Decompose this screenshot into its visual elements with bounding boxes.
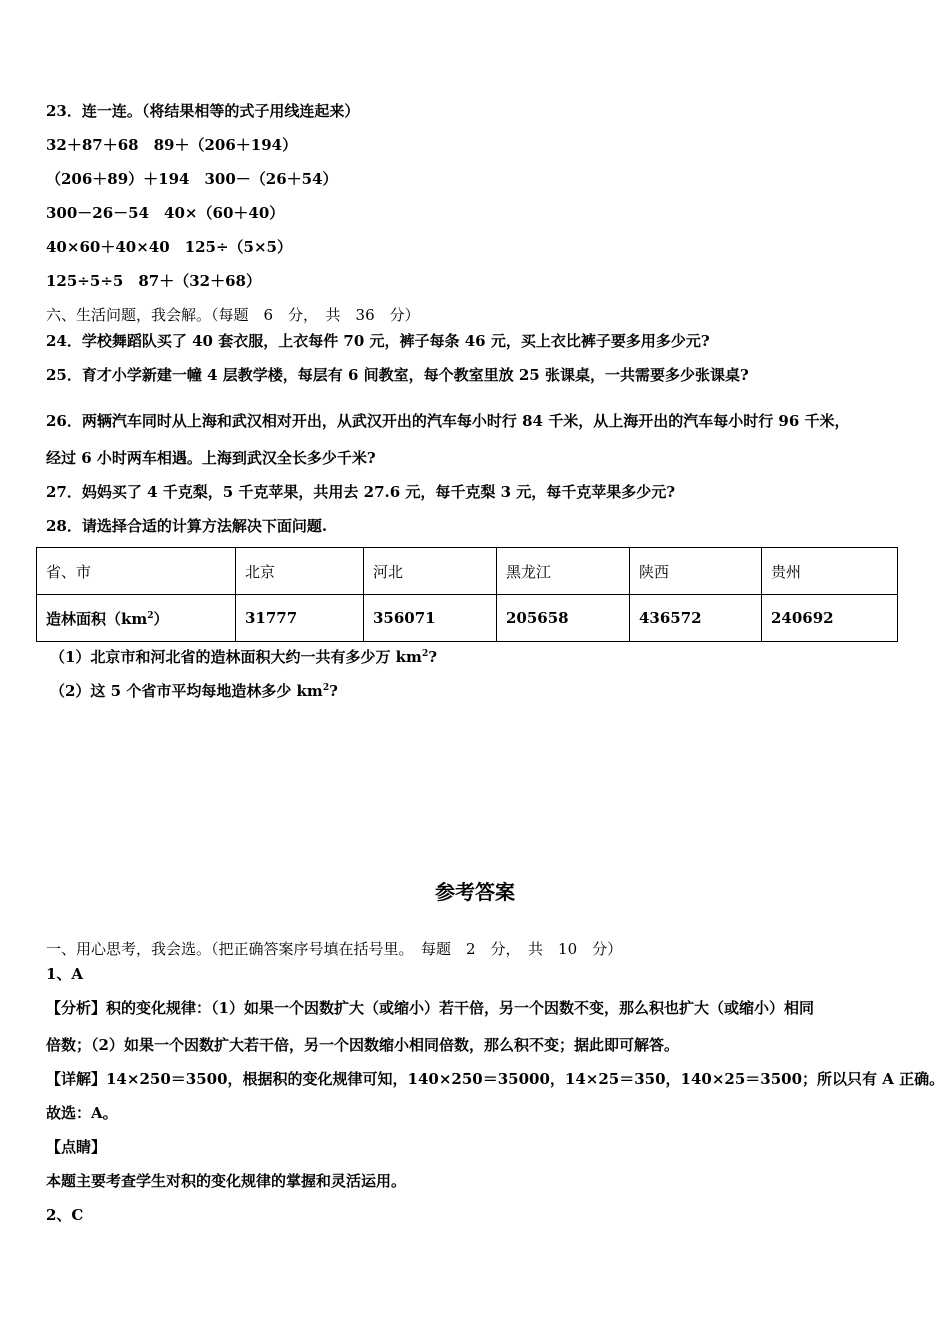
table-value-hebei: 356071 bbox=[364, 595, 497, 642]
q23-row-5: 125÷5÷5 87＋（32＋68） bbox=[46, 272, 261, 290]
table-value-guizhou: 240692 bbox=[762, 595, 898, 642]
q23-row-2: （206＋89）＋194 300－（26＋54） bbox=[46, 170, 338, 188]
table-header-label: 省、市 bbox=[37, 548, 236, 595]
table-province-beijing: 北京 bbox=[236, 548, 364, 595]
highlight-label: 【点睛】 bbox=[46, 1138, 107, 1156]
table-province-guizhou: 贵州 bbox=[762, 548, 898, 595]
question-26-line-2: 经过 6 小时两车相遇。上海到武汉全长多少千米? bbox=[46, 449, 376, 467]
answer-1: 1、A bbox=[46, 965, 84, 983]
table-header-row bbox=[37, 548, 898, 595]
choice-text: 故选：A。 bbox=[46, 1104, 118, 1122]
question-28-sub-2: （2）这 5 个省市平均每地造林多少 $km^2$? bbox=[50, 682, 338, 700]
section-1-heading: 一、用心思考，我会选。（把正确答案序号填在括号里。 每题 2 分， 共 10 分） bbox=[46, 940, 623, 958]
table-value-beijing: 31777 bbox=[236, 595, 364, 642]
question-26-line-1: 26．两辆汽车同时从上海和武汉相对开出，从武汉开出的汽车每小时行 84 千米，从上海开出的汽车每小时行 96 千米， bbox=[46, 412, 850, 430]
answer-2: 2、C bbox=[46, 1206, 84, 1224]
question-25: 25．育才小学新建一幢 4 层教学楼，每层有 6 间教室，每个教室里放 25 张课桌，一共需要多少张课桌? bbox=[46, 366, 749, 384]
table-row-label: 造林面积$(km^2)$ bbox=[37, 595, 236, 642]
section-6-heading: 六、生活问题，我会解。（每题 6 分， 共 36 分） bbox=[46, 306, 420, 324]
table-value-shaanxi: 436572 bbox=[630, 595, 762, 642]
answers-title: 参考答案 bbox=[435, 880, 515, 904]
q23-row-1: 32＋87＋68 89＋（206＋194） bbox=[46, 136, 298, 154]
highlight-text: 本题主要考查学生对积的变化规律的掌握和灵活运用。 bbox=[46, 1172, 407, 1190]
table-province-hebei: 河北 bbox=[364, 548, 497, 595]
question-28: 28．请选择合适的计算方法解决下面问题. bbox=[46, 517, 328, 535]
afforestation-table bbox=[36, 547, 898, 642]
table-province-shaanxi: 陕西 bbox=[630, 548, 762, 595]
q23-title: 23．连一连。（将结果相等的式子用线连起来） bbox=[46, 102, 360, 120]
q23-row-4: 40×60＋40×40 125÷（5×5） bbox=[46, 238, 292, 256]
table-value-row bbox=[37, 595, 898, 642]
question-24: 24．学校舞蹈队买了 40 套衣服，上衣每件 70 元，裤子每条 46 元，买上衣比裤子要多用多少元? bbox=[46, 332, 710, 350]
question-28-sub-1: （1）北京市和河北省的造林面积大约一共有多少万 $km^2$? bbox=[50, 648, 437, 666]
table-value-heilongjiang: 205658 bbox=[497, 595, 630, 642]
analysis-line-1: 【分析】积的变化规律：（1）如果一个因数扩大（或缩小）若干倍，另一个因数不变，那么积也扩大（或缩小）相同 bbox=[46, 999, 814, 1017]
detail-text: 【详解】14×250＝3500，根据积的变化规律可知，140×250＝35000，14×25＝350，140×25＝3500；所以只有 A 正确。 bbox=[46, 1070, 945, 1088]
analysis-line-2: 倍数；（2）如果一个因数扩大若干倍，另一个因数缩小相同倍数，那么积不变；据此即可解答。 bbox=[46, 1036, 679, 1054]
table-province-heilongjiang: 黑龙江 bbox=[497, 548, 630, 595]
question-27: 27．妈妈买了 4 千克梨，5 千克苹果，共用去 27.6 元，每千克梨 3 元，每千克苹果多少元? bbox=[46, 483, 676, 501]
q23-row-3: 300－26－54 40×（60＋40） bbox=[46, 204, 285, 222]
